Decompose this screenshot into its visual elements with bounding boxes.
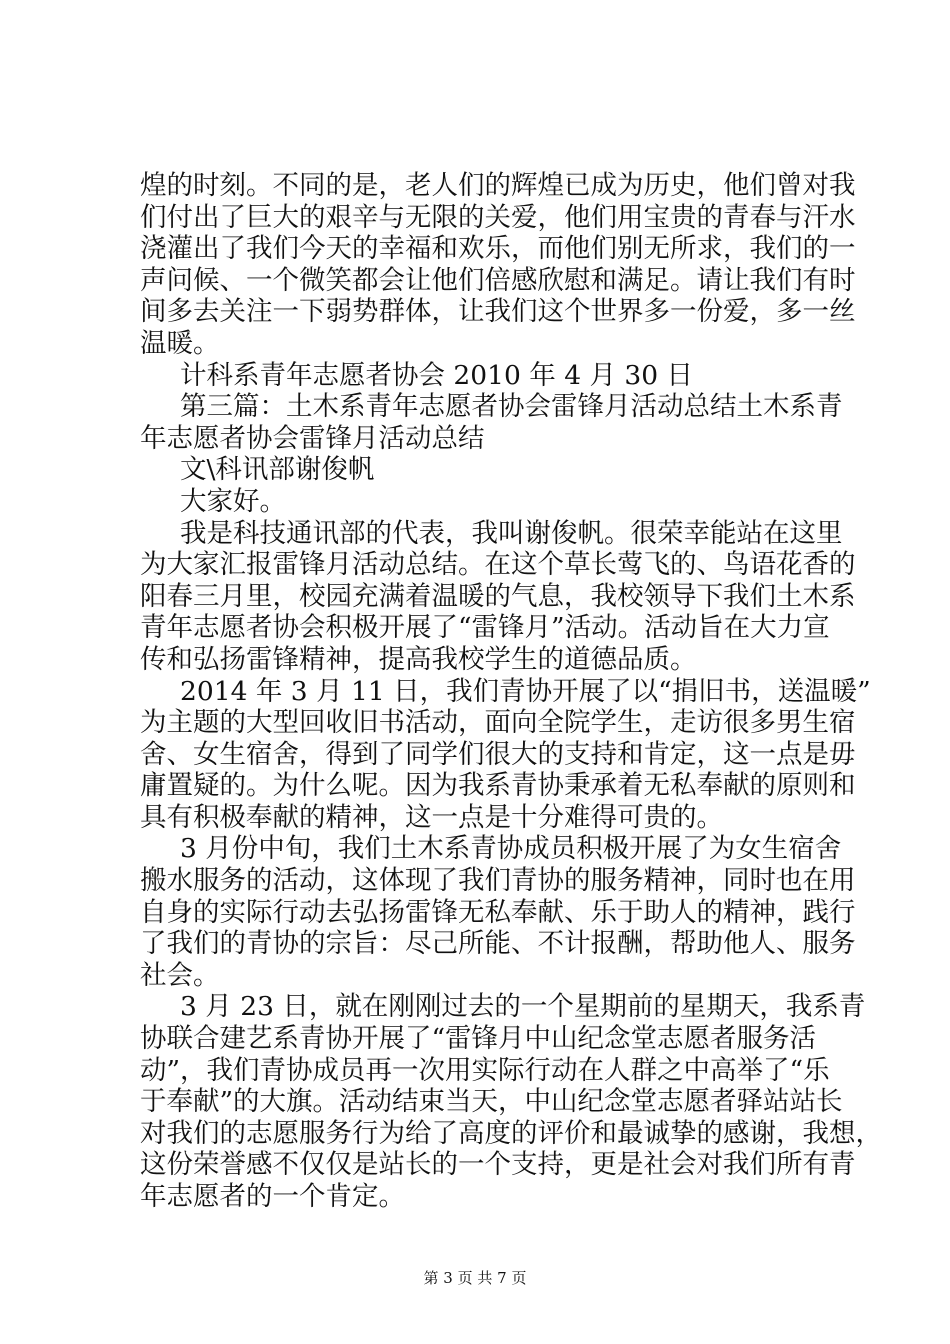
text-line: 搬水服务的活动，这体现了我们青协的服务精神，同时也在用 bbox=[140, 865, 856, 897]
text-line: 为主题的大型回收旧书活动，面向全院学生，走访很多男生宿 bbox=[140, 707, 856, 739]
text-line: 声问候、一个微笑都会让他们倍感欣慰和满足。请让我们有时 bbox=[140, 264, 856, 296]
text-line: 这份荣誉感不仅仅是站长的一个支持，更是社会对我们所有青 bbox=[140, 1149, 856, 1181]
text-line: 动”，我们青协成员再一次用实际行动在人群之中高举了“乐 bbox=[140, 1054, 830, 1086]
document-body bbox=[140, 170, 882, 1213]
signature-line: 计科系青年志愿者协会 2010 年 4 月 30 日 bbox=[180, 359, 694, 391]
text-line: 们付出了巨大的艰辛与无限的关爱，他们用宝贵的青春与汗水 bbox=[140, 201, 856, 233]
text-line: 自身的实际行动去弘扬雷锋无私奉献、乐于助人的精神，践行 bbox=[140, 896, 856, 928]
text-line: 对我们的志愿服务行为给了高度的评价和最诚挚的感谢，我想， bbox=[140, 1117, 882, 1149]
text-line: 青年志愿者协会积极开展了“雷锋月”活动。活动旨在大力宣 bbox=[140, 612, 830, 644]
text-line: 为大家汇报雷锋月活动总结。在这个草长莺飞的、鸟语花香的 bbox=[140, 549, 856, 581]
text-line: 于奉献”的大旗。活动结束当天，中山纪念堂志愿者驿站站长 bbox=[140, 1086, 843, 1118]
author-line: 文\科讯部谢俊帆 bbox=[180, 454, 375, 486]
text-line: 年志愿者的一个肯定。 bbox=[140, 1181, 405, 1212]
text-line: 我是科技通讯部的代表，我叫谢俊帆。很荣幸能站在这里 bbox=[180, 517, 843, 549]
text-line: 煌的时刻。不同的是，老人们的辉煌已成为历史，他们曾对我 bbox=[140, 170, 856, 201]
text-line: 间多去关注一下弱势群体，让我们这个世界多一份爱，多一丝 bbox=[140, 296, 856, 328]
text-line: 浇灌出了我们今天的幸福和欢乐，而他们别无所求，我们的一 bbox=[140, 233, 856, 265]
text-line: 2014 年 3 月 11 日，我们青协开展了以“捐旧书，送温暖” bbox=[180, 675, 871, 707]
text-line: 社会。 bbox=[140, 959, 220, 991]
section-heading: 第三篇：土木系青年志愿者协会雷锋月活动总结土木系青 bbox=[180, 391, 843, 423]
text-line: 阳春三月里，校园充满着温暖的气息，我校领导下我们土木系 bbox=[140, 580, 856, 612]
text-line: 了我们的青协的宗旨：尽己所能、不计报酬，帮助他人、服务 bbox=[140, 928, 856, 960]
page-number-footer: 第 3 页 共 7 页 bbox=[423, 1269, 527, 1287]
text-line: 舍、女生宿舍，得到了同学们很大的支持和肯定，这一点是毋 bbox=[140, 738, 856, 770]
text-line: 协联合建艺系青协开展了“雷锋月中山纪念堂志愿者服务活 bbox=[140, 1023, 817, 1055]
text-line: 具有积极奉献的精神，这一点是十分难得可贵的。 bbox=[140, 801, 723, 833]
greeting-line: 大家好。 bbox=[180, 485, 286, 517]
text-line: 庸置疑的。为什么呢。因为我系青协秉承着无私奉献的原则和 bbox=[140, 770, 856, 802]
text-line: 传和弘扬雷锋精神，提高我校学生的道德品质。 bbox=[140, 643, 697, 675]
section-heading-continued: 年志愿者协会雷锋月活动总结 bbox=[140, 422, 485, 454]
text-line: 3 月份中旬，我们土木系青协成员积极开展了为女生宿舍 bbox=[180, 833, 842, 865]
text-line: 温暖。 bbox=[140, 327, 220, 359]
text-line: 3 月 23 日，就在刚刚过去的一个星期前的星期天，我系青 bbox=[180, 991, 866, 1023]
